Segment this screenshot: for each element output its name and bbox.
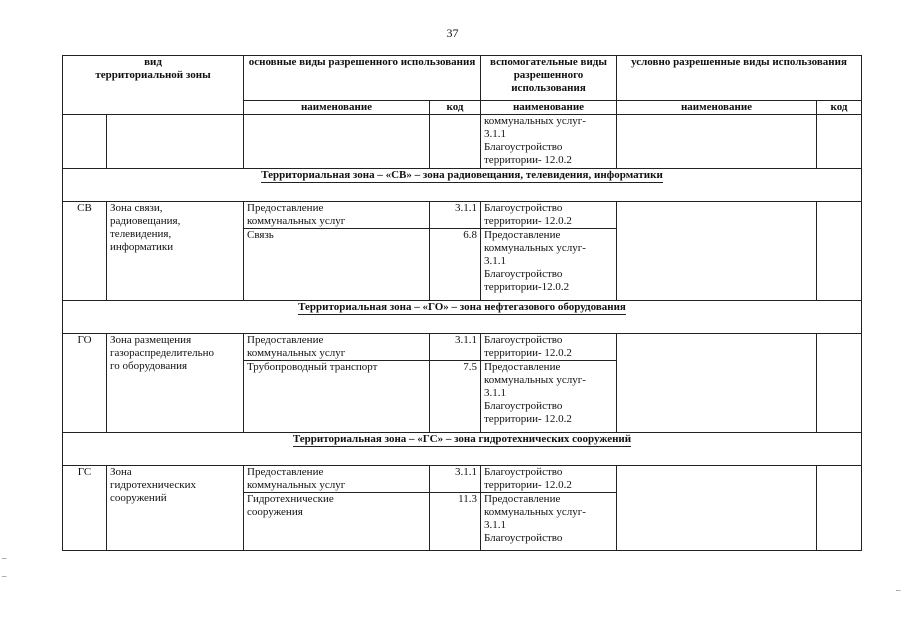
main-use-name-line: Трубопроводный транспорт (247, 361, 378, 373)
cond-use-name (617, 202, 817, 301)
zone-section-title: Территориальная зона – «СВ» – зона радиовещания, телевидения, информатики (261, 169, 663, 181)
cond-use-name (617, 334, 817, 433)
main-use-name (244, 229, 430, 301)
zone-name (107, 202, 244, 301)
main-use-code: 3.1.1 (430, 334, 481, 361)
header-cond-code: код (817, 101, 862, 115)
zone-code: СВ (63, 202, 107, 301)
zone-name (107, 334, 244, 433)
zone-name-line: Зона размещения (110, 334, 192, 346)
main-use-name (244, 493, 430, 551)
zone-use-row (63, 334, 862, 361)
cont-name (107, 115, 244, 169)
aux-use-line: 3.1.1 (484, 519, 506, 531)
zone-section-title-cell (63, 433, 862, 466)
zone-section-title-cell (63, 301, 862, 334)
main-use-name-line: Гидротехнические (247, 493, 334, 505)
main-use-name (244, 361, 430, 433)
zone-name-line: Зона связи, (110, 202, 163, 214)
aux-use-line: Благоустройство (484, 466, 563, 478)
main-use-name-line: коммунальных услуг (247, 215, 346, 227)
main-use-code: 6.8 (430, 229, 481, 301)
zone-name-line: телевидения, (110, 228, 172, 240)
aux-use-line: Предоставление (484, 361, 561, 373)
header-cond-uses: условно разрешенные виды использования (617, 56, 862, 101)
main-use-code: 11.3 (430, 493, 481, 551)
cont-aux (481, 115, 617, 169)
aux-use-line: Благоустройство (484, 268, 563, 280)
cond-use-code (817, 202, 862, 301)
main-use-name-line: коммунальных услуг (247, 347, 346, 359)
zone-section-title: Территориальная зона – «ГС» – зона гидротехнических сооружений (292, 433, 632, 445)
main-use-code: 3.1.1 (430, 466, 481, 493)
table-body (63, 115, 862, 551)
zone-name-line: информатики (110, 241, 174, 253)
zone-section-row (63, 169, 862, 202)
aux-use-line: Благоустройство (484, 334, 563, 346)
zone-name-line: сооружений (110, 492, 167, 504)
cont-cond-code (817, 115, 862, 169)
zone-name-line: гидротехнических (110, 479, 196, 491)
main-use-name-line: коммунальных услуг (247, 479, 346, 491)
cond-use-name (617, 466, 817, 551)
header-aux-uses: вспомогательные виды разрешенного использования (481, 56, 617, 101)
zones-table (62, 55, 862, 551)
header-main-code: код (430, 101, 481, 115)
aux-use-line: коммунальных услуг- (484, 374, 586, 386)
cont-aux-line: Благоустройство (484, 141, 563, 153)
cont-aux-line: коммунальных услуг- (484, 115, 586, 127)
aux-use-line: территории- 12.0.2 (484, 347, 572, 359)
page-number: 37 (446, 26, 459, 40)
edge-mark: – (896, 585, 901, 595)
main-use-code: 7.5 (430, 361, 481, 433)
aux-use-line: Предоставление (484, 493, 561, 505)
aux-use-line: Благоустройство (484, 202, 563, 214)
main-use-name-line: сооружения (247, 506, 303, 518)
aux-use-line: Благоустройство (484, 400, 563, 412)
header-zone-type (63, 56, 244, 115)
zone-name-line: радиовещания, (110, 215, 181, 227)
header-main-uses: основные виды разрешенного использования (244, 56, 481, 101)
zone-section-row (63, 433, 862, 466)
cont-main-name (244, 115, 430, 169)
aux-use-line: Предоставление (484, 229, 561, 241)
zone-code: ГО (63, 334, 107, 433)
cont-cond-name (617, 115, 817, 169)
aux-use-line: 3.1.1 (484, 255, 506, 267)
edge-mark: – (2, 553, 7, 563)
cont-main-code (430, 115, 481, 169)
cond-use-code (817, 466, 862, 551)
aux-use (481, 202, 617, 229)
zone-section-row (63, 301, 862, 334)
aux-use (481, 493, 617, 551)
zone-section-title: Территориальная зона – «ГО» – зона нефтегазового оборудования (298, 301, 626, 313)
main-use-name-line: Предоставление (247, 334, 324, 346)
aux-use-line: территории- 12.0.2 (484, 413, 572, 425)
cont-aux-line: 3.1.1 (484, 128, 506, 140)
main-use-code: 3.1.1 (430, 202, 481, 229)
cont-aux-line: территории- 12.0.2 (484, 154, 572, 166)
zone-name (107, 466, 244, 551)
edge-mark: – (2, 571, 7, 581)
header-zone-type-text: вид территориальной зоны (95, 56, 211, 81)
zone-use-row (63, 202, 862, 229)
aux-use-line: коммунальных услуг- (484, 506, 586, 518)
aux-use (481, 361, 617, 433)
aux-use-line: Благоустройство (484, 532, 563, 544)
aux-use-line: территории- 12.0.2 (484, 215, 572, 227)
header-cond-name: наименование (617, 101, 817, 115)
aux-use-line: 3.1.1 (484, 387, 506, 399)
cond-use-code (817, 334, 862, 433)
aux-use-line: коммунальных услуг- (484, 242, 586, 254)
zone-section-title-cell (63, 169, 862, 202)
header-main-name: наименование (244, 101, 430, 115)
zone-name-line: Зона (110, 466, 132, 478)
aux-use-line: территории- 12.0.2 (484, 479, 572, 491)
main-use-name-line: Связь (247, 229, 274, 241)
cont-code (63, 115, 107, 169)
zone-use-row (63, 466, 862, 493)
continuation-row (63, 115, 862, 169)
main-use-name-line: Предоставление (247, 466, 324, 478)
aux-use-line: территории-12.0.2 (484, 281, 570, 293)
header-aux-name: наименование (481, 101, 617, 115)
main-use-name (244, 202, 430, 229)
zone-code: ГС (63, 466, 107, 551)
zone-name-line: го оборудования (110, 360, 188, 372)
main-use-name (244, 466, 430, 493)
aux-use (481, 334, 617, 361)
main-use-name-line: Предоставление (247, 202, 324, 214)
main-use-name (244, 334, 430, 361)
aux-use (481, 229, 617, 301)
zone-name-line: газораспределительно (110, 347, 215, 359)
aux-use (481, 466, 617, 493)
